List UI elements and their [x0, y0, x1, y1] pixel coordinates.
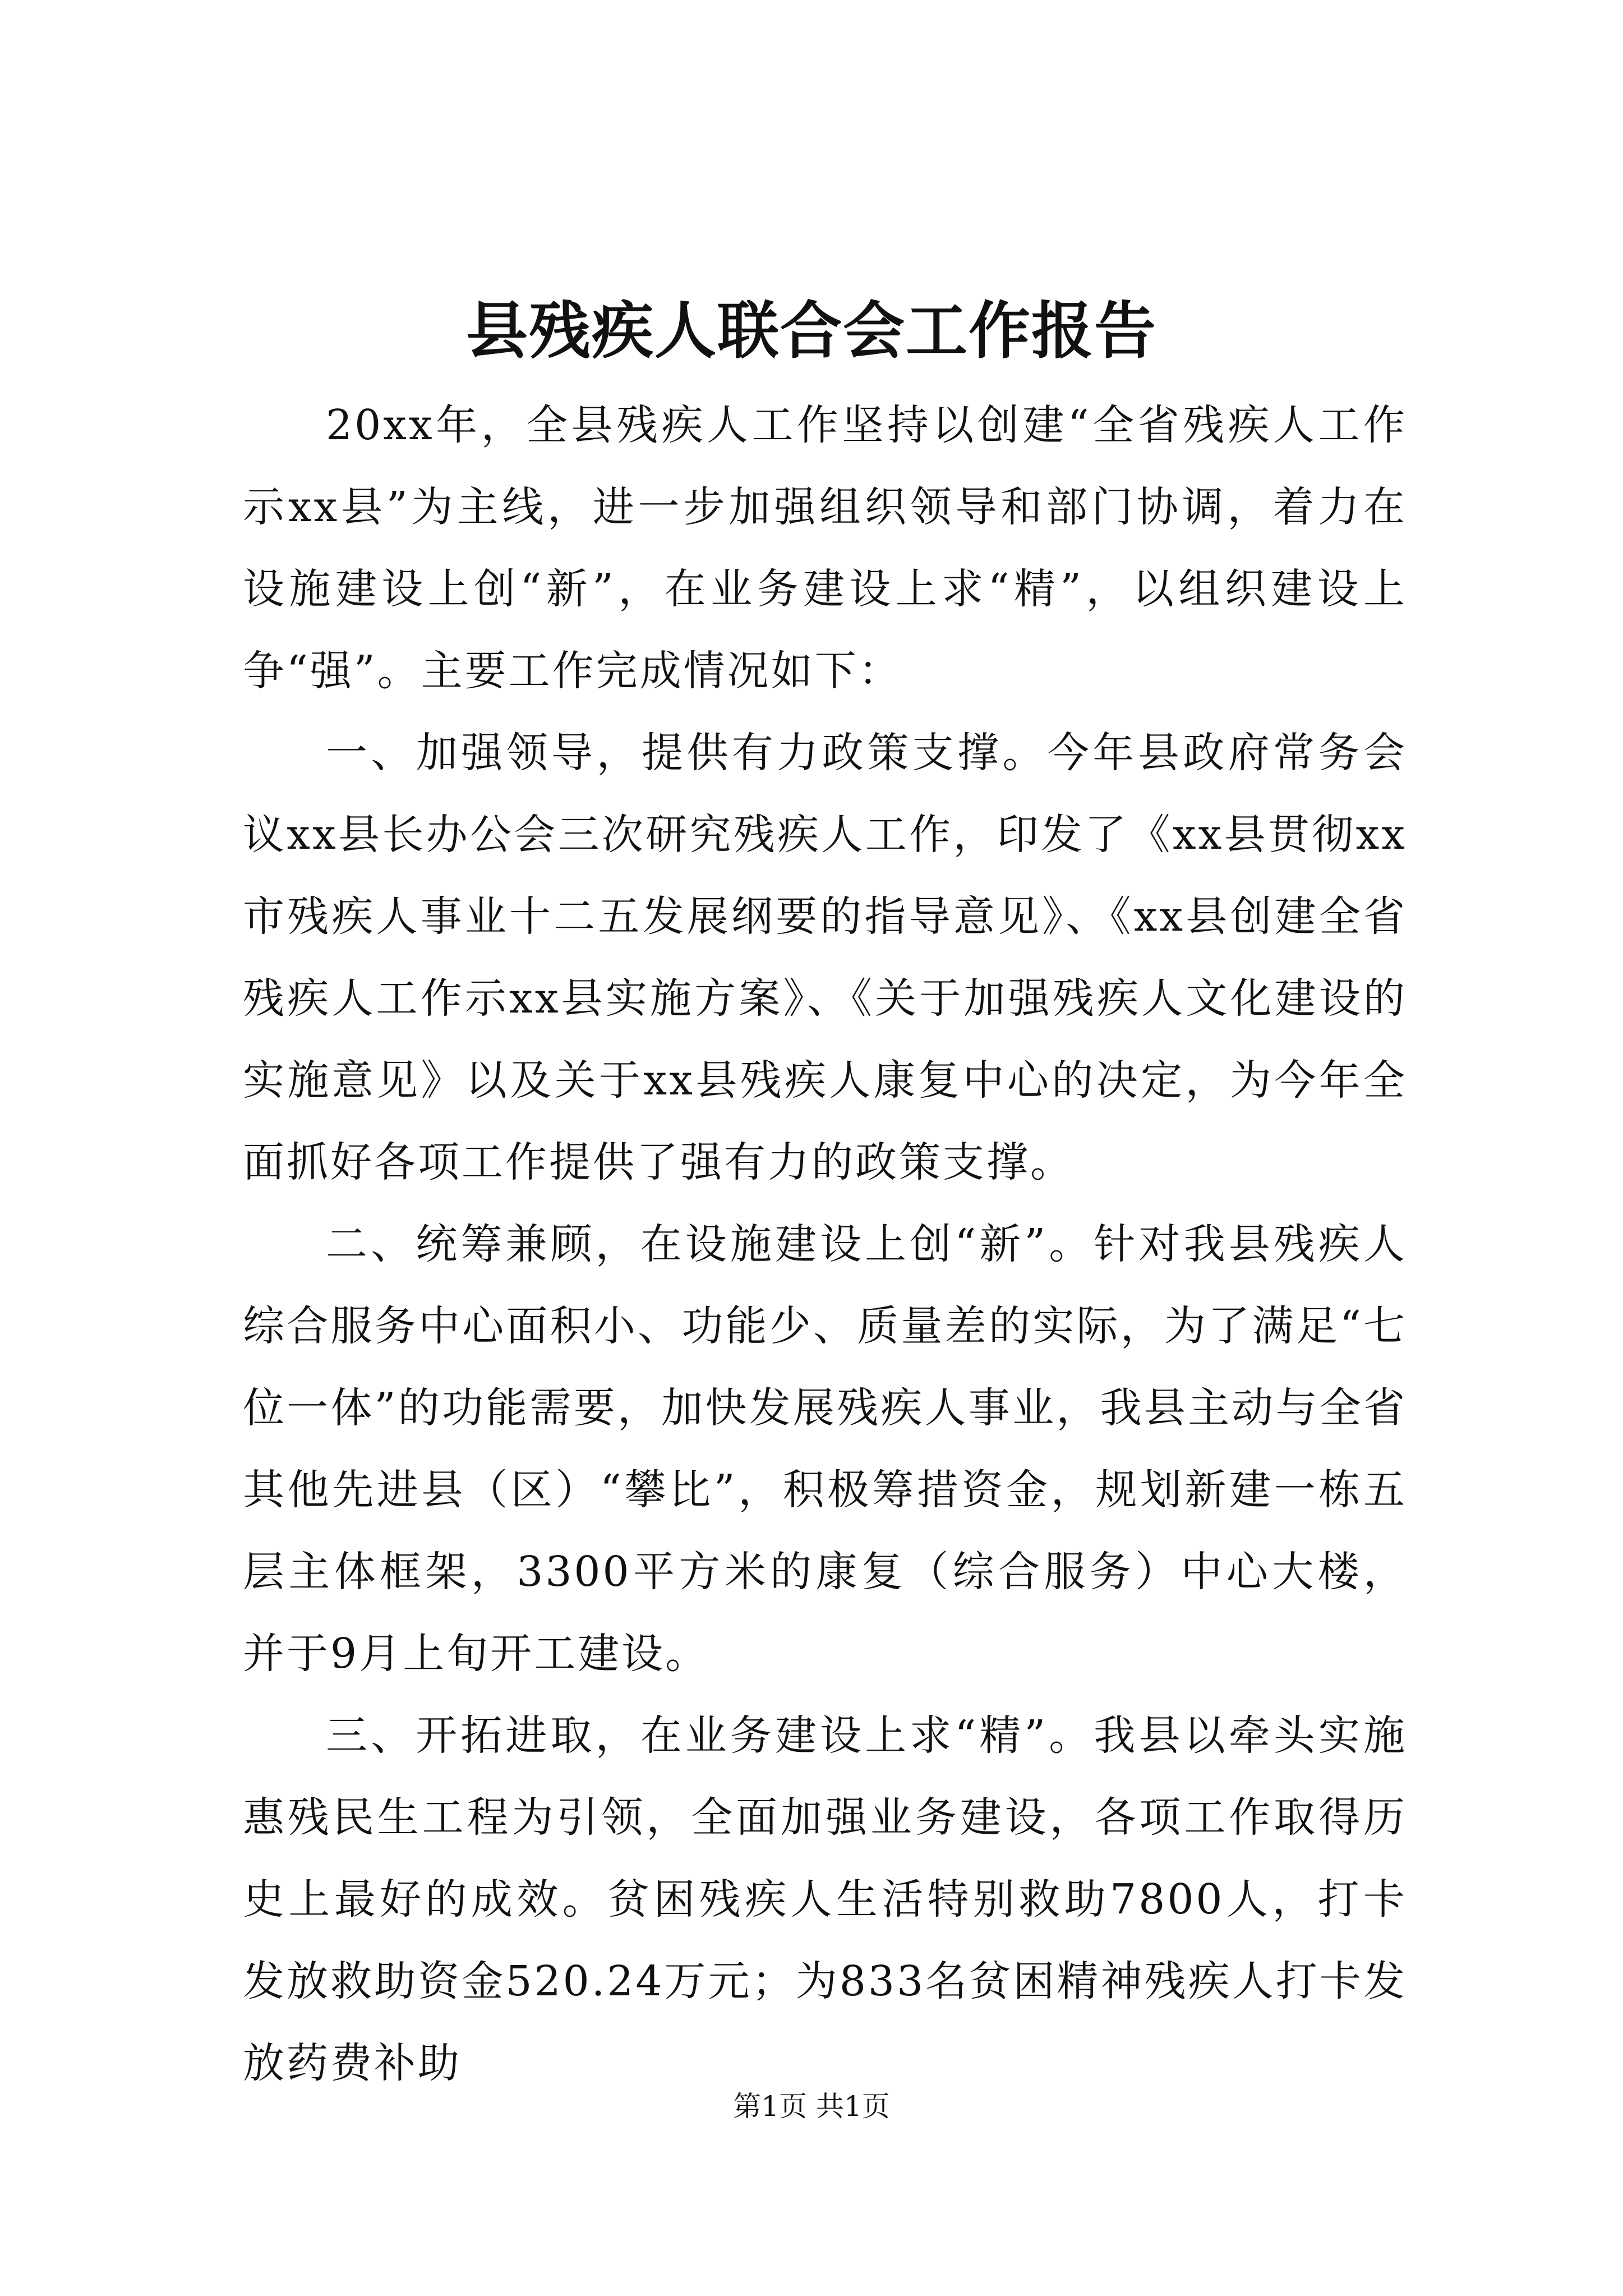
document-body: [243, 384, 1407, 2104]
paragraph-intro: 20xx年，全县残疾人工作坚持以创建“全省残疾人工作示xx县”为主线，进一步加强组织领导和部门协调，着力在设施建设上创“新”，在业务建设上求“精”，以组织建设上争“强”。主要工作完成情况如下：: [243, 401, 1407, 695]
paragraph-section-3: 三、开拓进取，在业务建设上求“精”。我县以牵头实施惠残民生工程为引领，全面加强业务建设，各项工作取得历史上最好的成效。贫困残疾人生活特别救助7800人，打卡发放救助资金520.24万元；为833名贫困精神残疾人打卡发放药费补助: [243, 1711, 1407, 2087]
page-footer: 第1页 共1页: [733, 2090, 890, 2123]
paragraph-section-1: 一、加强领导，提供有力政策支撑。今年县政府常务会议xx县长办公会三次研究残疾人工作，印发了《xx县贯彻xx市残疾人事业十二五发展纲要的指导意见》、《xx县创建全省残疾人工作示xx县实施方案》、《关于加强残疾人文化建设的实施意见》以及关于xx县残疾人康复中心的决定，为今年全面抓好各项工作提供了强有力的政策支撑。: [243, 729, 1407, 1186]
document-title: 县残疾人联合会工作报告: [466, 295, 1157, 367]
paragraph-section-2: 二、统筹兼顾，在设施建设上创“新”。针对我县残疾人综合服务中心面积小、功能少、质量差的实际，为了满足“七位一体”的功能需要，加快发展残疾人事业，我县主动与全省其他先进县（区）“攀比”，积极筹措资金，规划新建一栋五层主体框架，3300平方米的康复（综合服务）中心大楼，并于9月上旬开工建设。: [243, 1220, 1407, 1678]
